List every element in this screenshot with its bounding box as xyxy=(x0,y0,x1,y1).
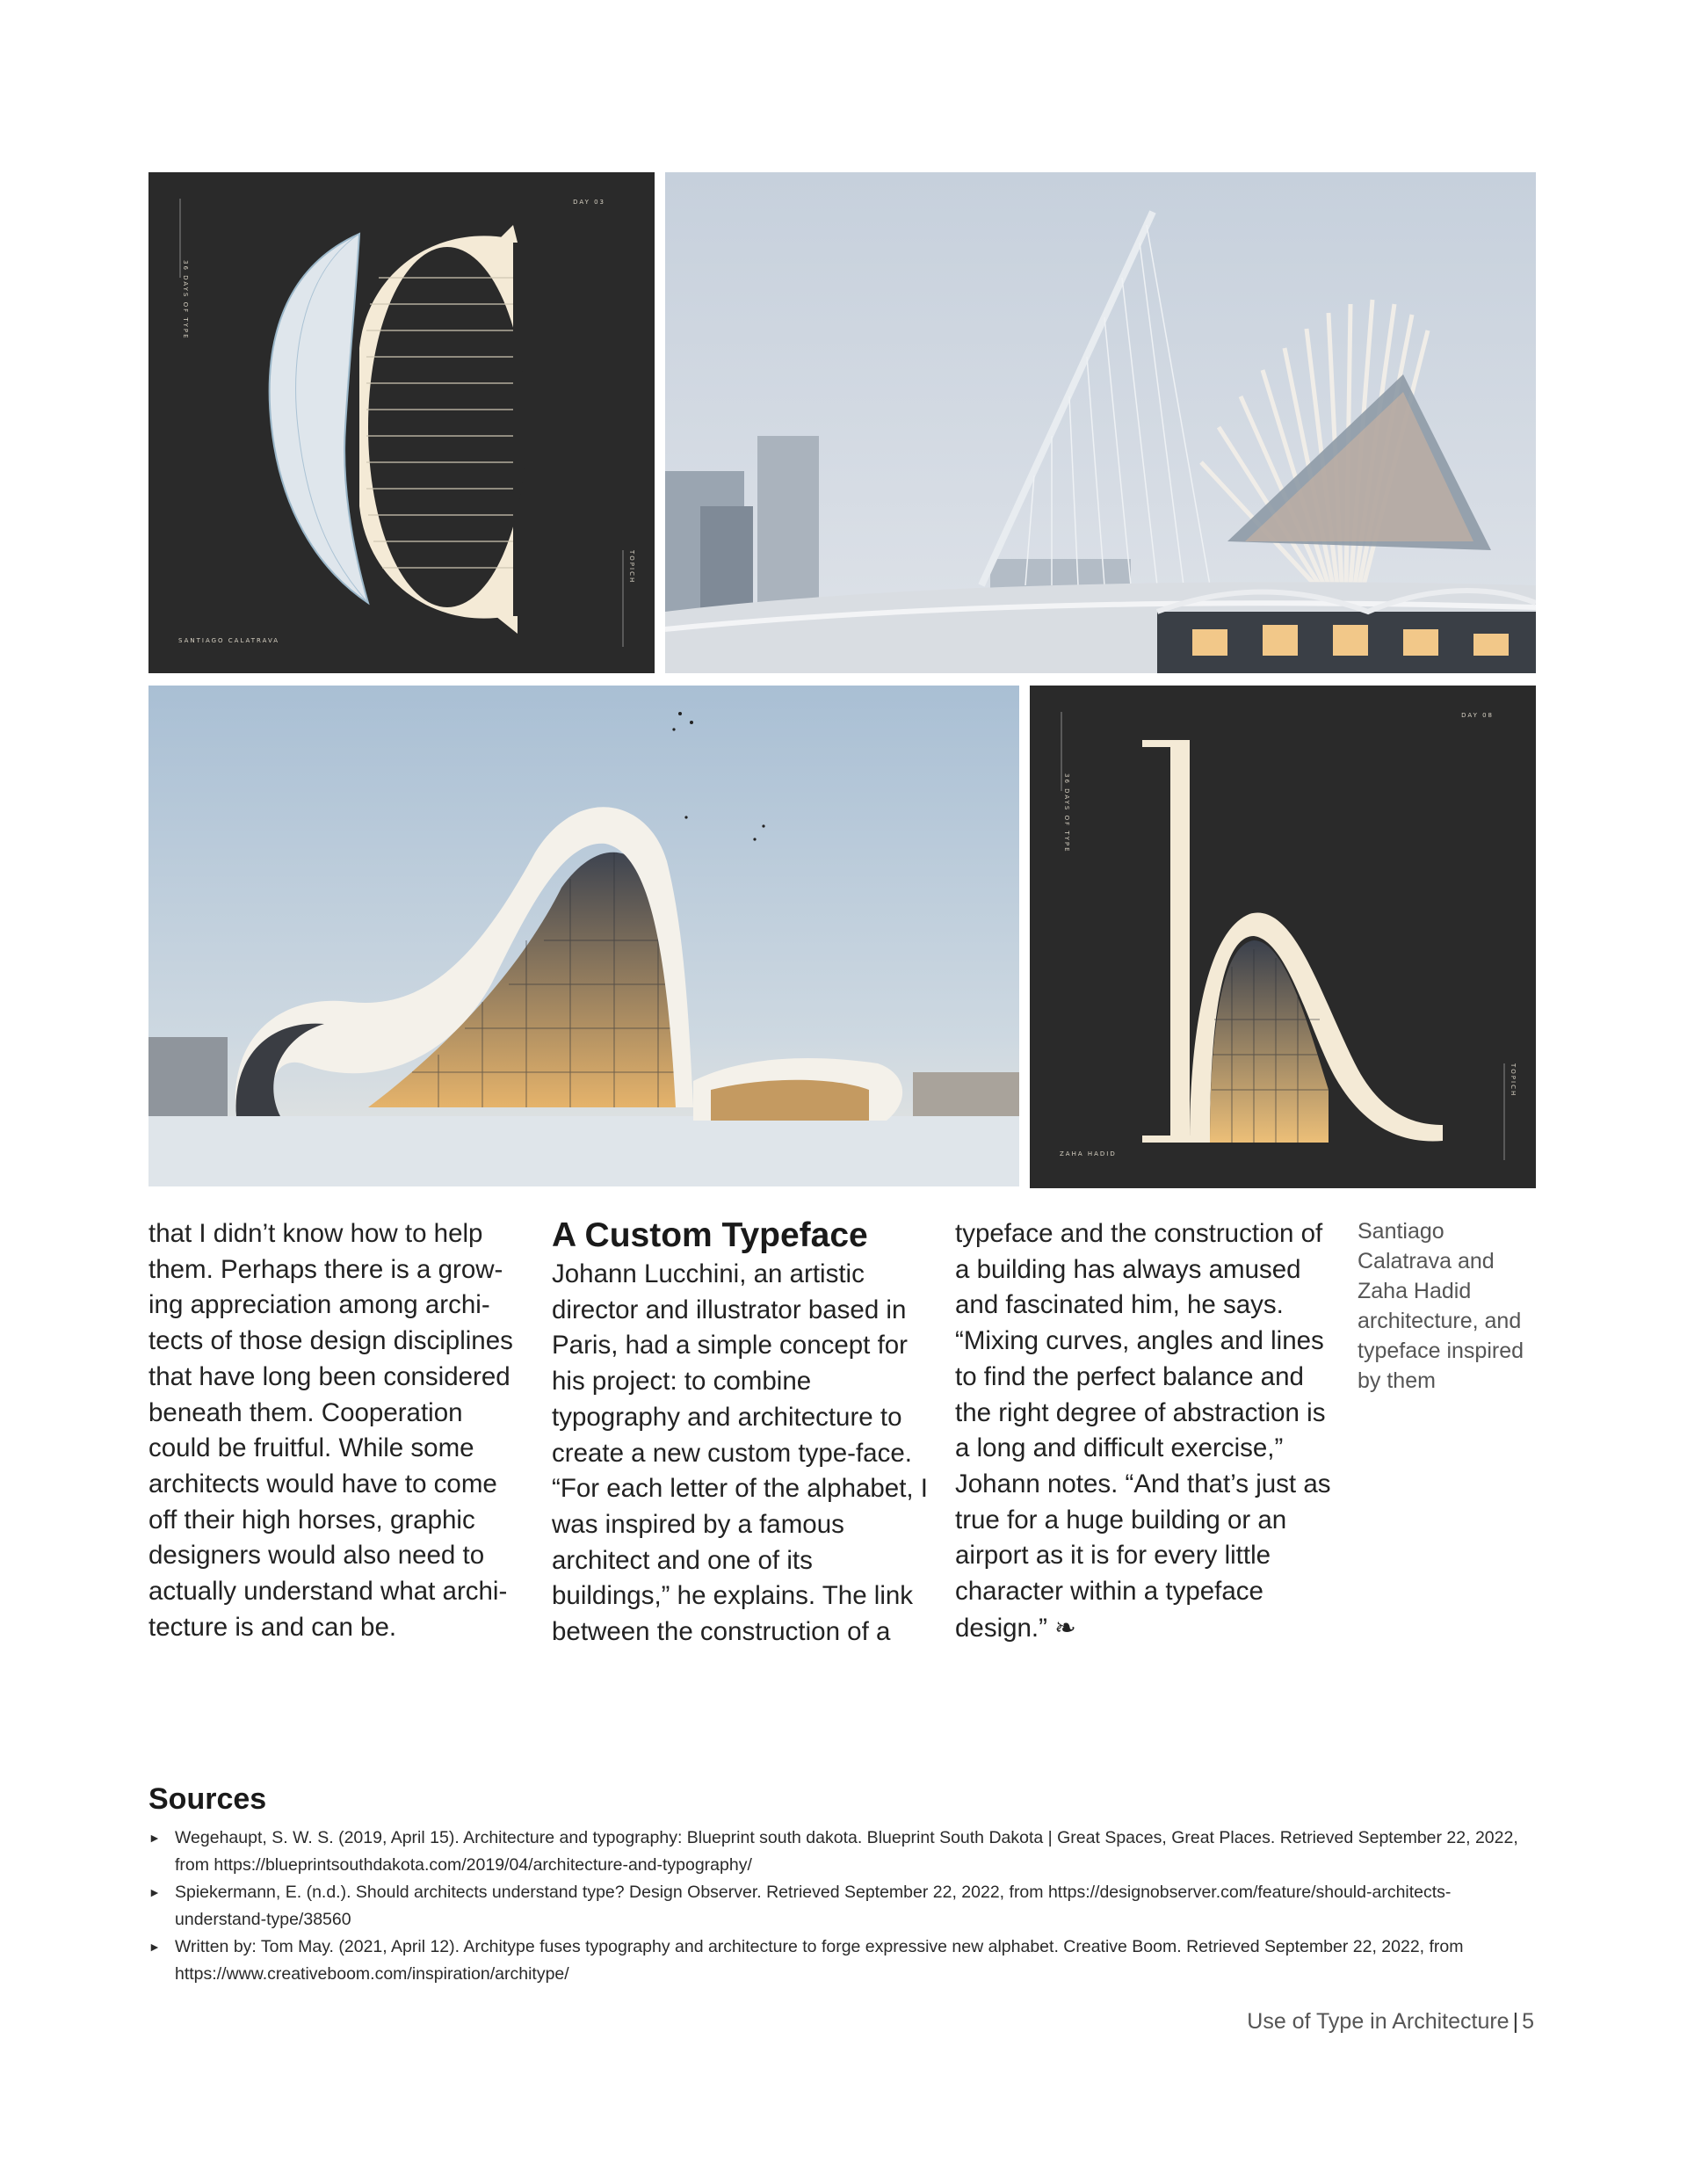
article-column-1-text: that I didn’t know how to help them. Perhaps there is a grow-ing appreciation among archi-tects of those design disciplines that have long been considered beneath them. Cooperation could be fruitful. While some architects would have to come off their high horses, graphic designers would also need to actually understand what archi-tecture is and can be. xyxy=(148,1219,513,1642)
source-item xyxy=(148,1825,1537,1879)
source-text: Written by: Tom May. (2021, April 12). Architype fuses typography and architecture to forge expressive new alphabet. Creative Boom. Retrieved September 22, 2022, from https://www.creativeboom.com/inspiration/architype/ xyxy=(175,1937,1464,1984)
source-item xyxy=(148,1934,1537,1988)
sources-heading: Sources xyxy=(148,1782,267,1816)
article-column-1 xyxy=(148,1216,526,1645)
article-column-2 xyxy=(552,1216,930,1651)
footer-separator: | xyxy=(1512,2009,1519,2034)
calatrava-building-photo xyxy=(665,172,1536,673)
bullet-icon: ► xyxy=(148,1885,161,1899)
bullet-icon: ► xyxy=(148,1940,161,1954)
hadid-letter-image xyxy=(1030,686,1536,1188)
sources-list xyxy=(148,1825,1537,1988)
footer-title: Use of Type in Architecture xyxy=(1247,2009,1510,2034)
hadid-day-label: DAY 08 xyxy=(1461,712,1494,719)
section-heading: A Custom Typeface xyxy=(552,1216,868,1254)
source-text: Wegehaupt, S. W. S. (2019, April 15). Architecture and typography: Blueprint south dakota. Blueprint South Dakota | Great Spaces, Great Places. Retrieved September 22, 2022, from https://blueprintsouthdakota.com/2019/04/architecture-and-typography/ xyxy=(175,1828,1518,1875)
hadid-building-photo xyxy=(148,686,1019,1186)
page-footer xyxy=(1247,2009,1534,2035)
page-number: 5 xyxy=(1522,2009,1534,2034)
calatrava-day-label: DAY 03 xyxy=(573,199,605,206)
calatrava-series-label: 36 DAYS OF TYPE xyxy=(182,260,189,340)
bullet-icon: ► xyxy=(148,1831,161,1845)
hadid-artist-label: TOPICH xyxy=(1510,1063,1517,1098)
article-column-3-body: typeface and the construction of a building has always amused and fascinated him, he says. “Mixing curves, angles and lines to find the perfect balance and the right degree of abstraction is a long and difficult exercise,” Johann notes. “And that’s just as true for a huge building or an airport as it is for every little character within a typeface design.” xyxy=(955,1219,1331,1643)
article-column-3-text xyxy=(955,1216,1337,1646)
article-column-3 xyxy=(955,1216,1337,1646)
article-column-2-text: Johann Lucchini, an artistic director and illustrator based in Paris, had a simple concept for his project: to combine typography and architecture to create a new custom type-face. “For each letter of the alphabet, I was inspired by a famous architect and one of its buildings,” he explains. The link between the construction of a xyxy=(552,1259,928,1647)
calatrava-architect-label: SANTIAGO CALATRAVA xyxy=(178,637,280,644)
calatrava-artist-label: TOPICH xyxy=(628,550,635,584)
calatrava-letter-image xyxy=(148,172,655,673)
source-item xyxy=(148,1879,1537,1934)
end-mark-icon: ❧ xyxy=(1054,1612,1076,1643)
source-text: Spiekermann, E. (n.d.). Should architects understand type? Design Observer. Retrieved September 22, 2022, from https://designobserver.com/feature/should-architects-understand-type/38560 xyxy=(175,1883,1452,1929)
hadid-series-label: 36 DAYS OF TYPE xyxy=(1063,773,1070,853)
image-caption: Santiago Calatrava and Zaha Hadid architecture, and typeface inspired by them xyxy=(1358,1219,1524,1393)
hadid-architect-label: ZAHA HADID xyxy=(1060,1150,1117,1157)
